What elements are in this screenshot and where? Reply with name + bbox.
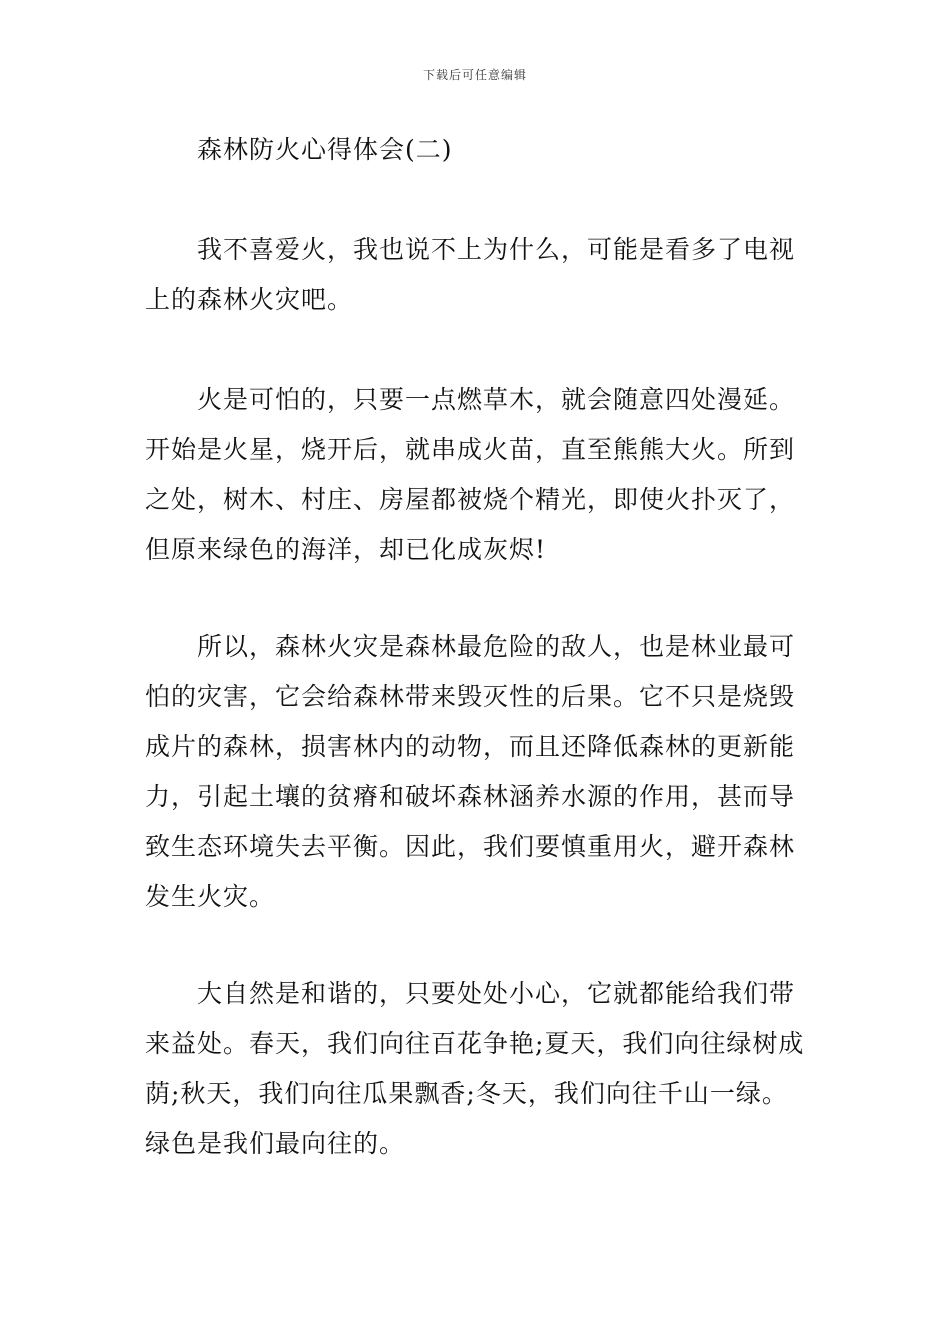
paragraph-line: 火是可怕的，只要一点燃草木，就会随意四处漫延。	[197, 385, 796, 414]
paragraph-line: 我不喜爱火，我也说不上为什么，可能是看多了电视	[197, 235, 796, 264]
paragraph-line: 之处，树木、村庄、房屋都被烧个精光，即使火扑灭了，	[145, 485, 796, 514]
paragraph-line: 绿色是我们最向往的。	[145, 1129, 406, 1158]
paragraph-3	[145, 622, 810, 922]
paragraph-line: 怕的灾害，它会给森林带来毁灭性的后果。它不只是烧毁	[145, 682, 796, 711]
paragraph-line: 力，引起土壤的贫瘠和破坏森林涵养水源的作用，甚而导	[145, 782, 796, 811]
paragraph-line: 发生火灾。	[145, 882, 276, 911]
paragraph-line: 大自然是和谐的，只要处处小心，它就都能给我们带	[197, 979, 796, 1008]
paragraph-2	[145, 375, 810, 575]
paragraph-line: 来益处。春天，我们向往百花争艳;夏天，我们向往绿树成	[145, 1029, 805, 1058]
paragraph-line: 荫;秋天，我们向往瓜果飘香;冬天，我们向往千山一绿。	[145, 1079, 788, 1108]
header-note: 下载后可任意编辑	[422, 68, 527, 82]
paragraph-1	[145, 225, 810, 325]
paragraph-4	[145, 969, 810, 1169]
paragraph-line: 所以，森林火灾是森林最危险的敌人，也是林业最可	[197, 632, 796, 661]
paragraph-line: 但原来绿色的海洋，却已化成灰烬!	[145, 535, 547, 564]
paragraph-line: 致生态环境失去平衡。因此，我们要慎重用火，避开森林	[145, 832, 796, 861]
document-title: 森林防火心得体会(二)	[197, 135, 453, 164]
paragraph-line: 开始是火星，烧开后，就串成火苗，直至熊熊大火。所到	[145, 435, 796, 464]
paragraph-line: 成片的森林，损害林内的动物，而且还降低森林的更新能	[145, 732, 796, 761]
paragraph-line: 上的森林火灾吧。	[145, 285, 354, 314]
